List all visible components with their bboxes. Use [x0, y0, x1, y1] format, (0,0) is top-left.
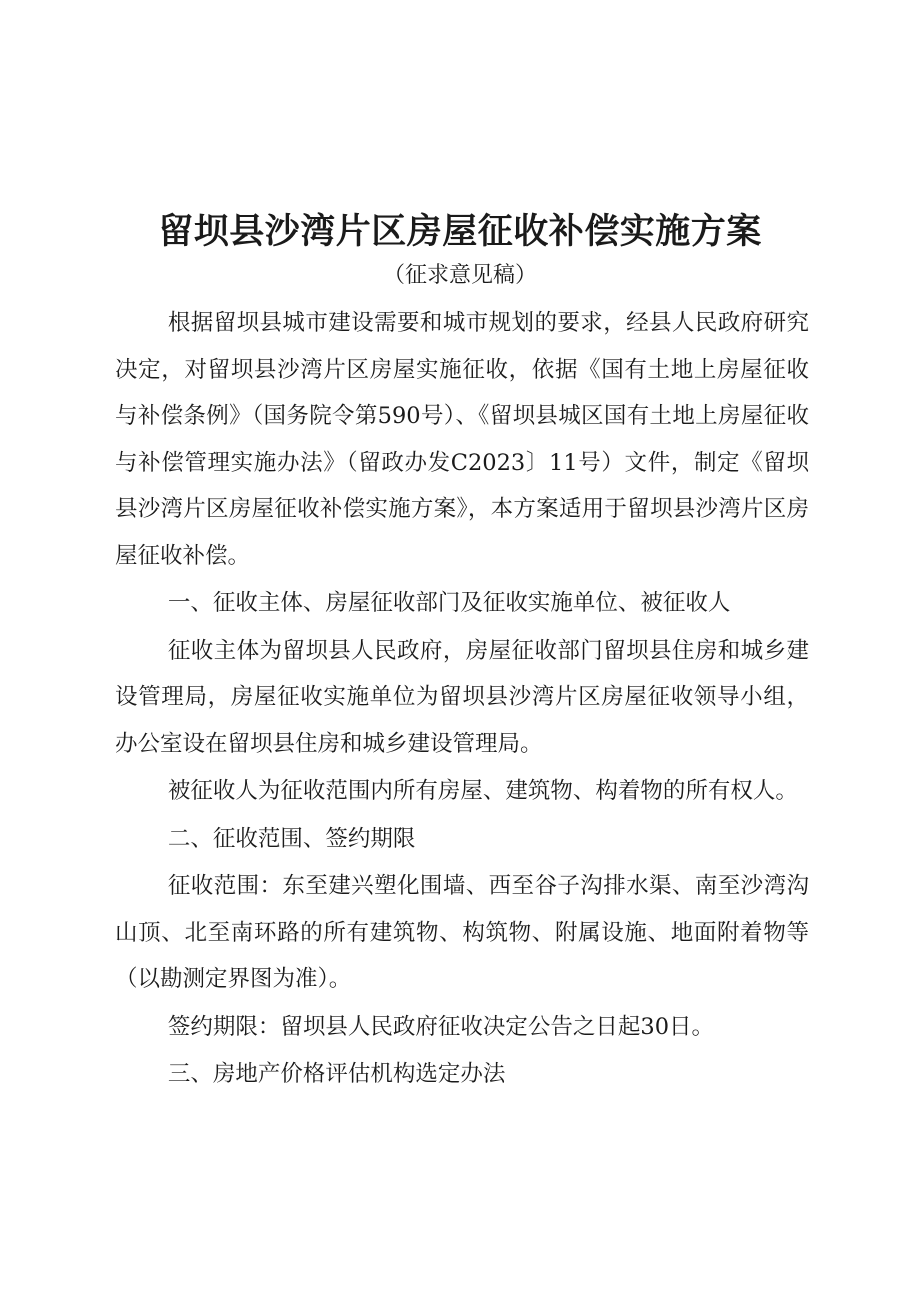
paragraph-expropriated-party: 被征收人为征收范围内所有房屋、建筑物、构着物的所有权人。	[167, 778, 798, 804]
section-heading-2: 二、征收范围、签约期限	[167, 825, 416, 852]
document-body	[115, 300, 809, 1099]
section-heading-1: 一、征收主体、房屋征收部门及征收实施单位、被征收人	[167, 590, 731, 616]
paragraph-intro: 根据留坝县城市建设需要和城市规划的要求，经县人民政府研究决定，对留坝县沙湾片区房屋实施征收，依据《国有土地上房屋征收与补偿条例》（国务院令第590号）、《留坝县城区国有土地上房屋征收与补偿管理实施办法》（留政办发C2023〕11号）文件，制定《留坝县沙湾片区房屋征收补偿实施方案》，本方案适用于留坝县沙湾片区房屋征收补偿。	[115, 310, 809, 569]
paragraph-signing-period: 签约期限：留坝县人民政府征收决定公告之日起30日。	[167, 1013, 715, 1040]
paragraph-expropriation-scope: 征收范围：东至建兴塑化围墙、西至谷子沟排水渠、南至沙湾沟山顶、北至南环路的所有建筑物、构筑物、附属设施、地面附着物等（以勘测定界图为准）。	[115, 873, 809, 992]
paragraph-expropriation-subject: 征收主体为留坝县人民政府，房屋征收部门留坝县住房和城乡建设管理局，房屋征收实施单位为留坝县沙湾片区房屋征收领导小组，办公室设在留坝县住房和城乡建设管理局。	[115, 637, 809, 757]
document-title: 留坝县沙湾片区房屋征收补偿实施方案	[158, 212, 762, 252]
section-heading-3: 三、房地产价格评估机构选定办法	[167, 1061, 506, 1087]
document-subtitle: （征求意见稿）	[382, 263, 537, 288]
